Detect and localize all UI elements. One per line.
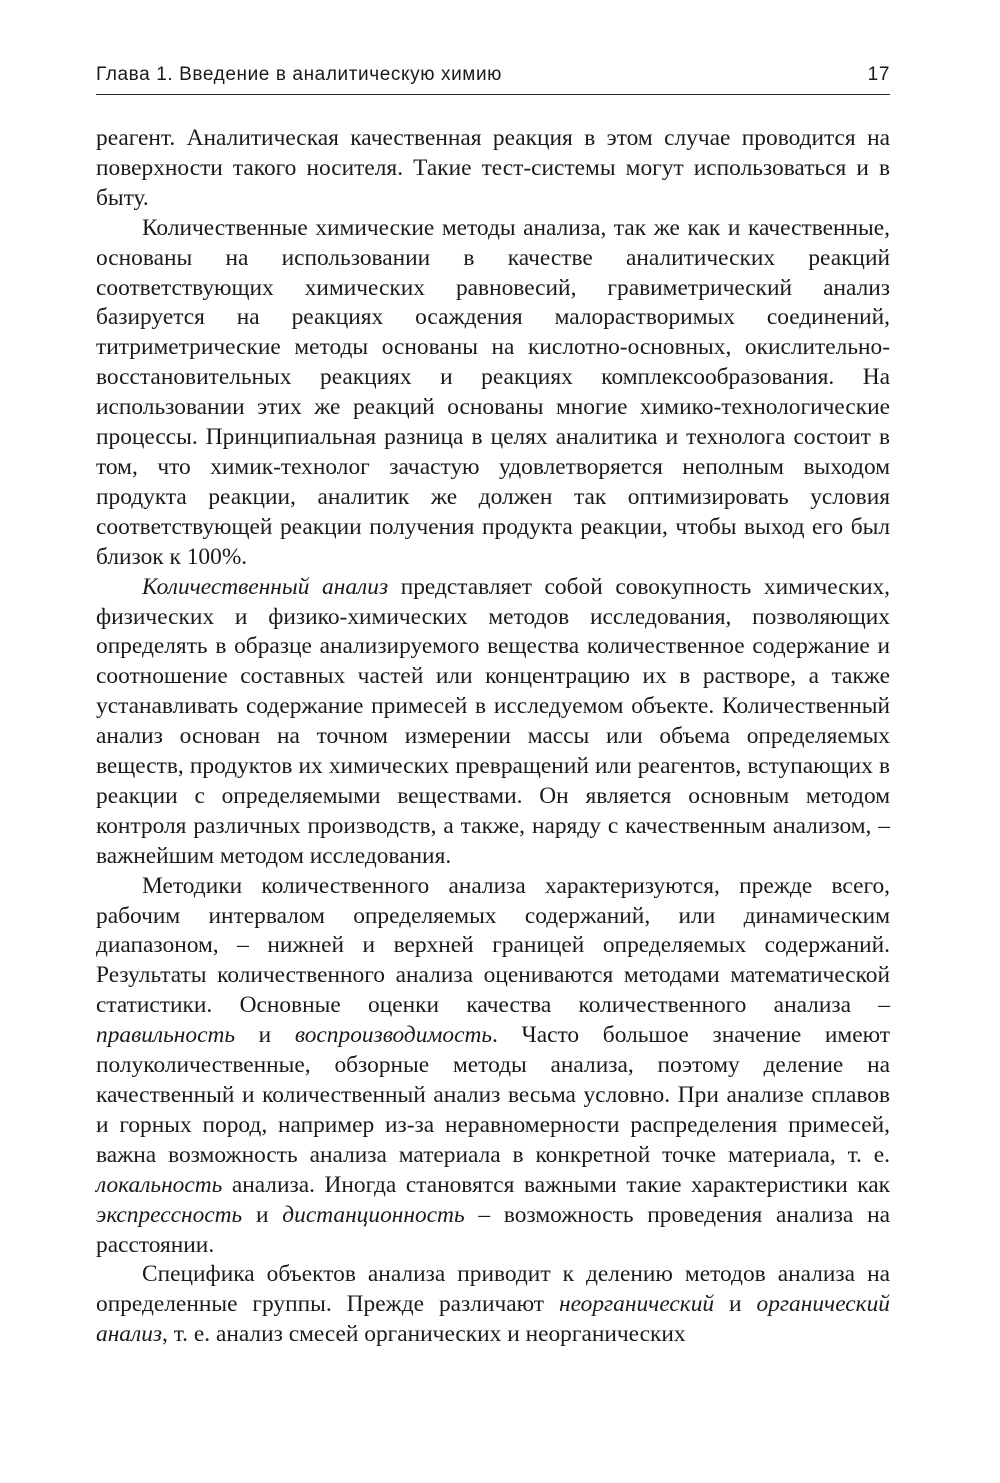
italic-term: экспрессность bbox=[96, 1201, 243, 1228]
text-run: реагент. Аналитическая качественная реакция в этом случае проводится на поверхности такого носителя. Такие тест-системы могут использоваться и в быту. bbox=[96, 125, 890, 211]
page-number: 17 bbox=[867, 64, 890, 85]
italic-term: органический анализ bbox=[96, 1291, 890, 1348]
running-header bbox=[96, 56, 890, 95]
text-run: Методики количественного анализа характеризуются, прежде всего, рабочим интервалом определяемых содержаний, или динамическим диапазоном, – нижней и верхней границей определяемых содержаний. Результаты количественного анализа оцениваются методами математической статистики. Основные оценки качества количественного анализа – bbox=[96, 872, 890, 1019]
italic-term: локальность bbox=[96, 1171, 223, 1198]
italic-term: воспроизводимость bbox=[294, 1022, 493, 1049]
paragraph bbox=[96, 1260, 890, 1350]
text-run: Количественные химические методы анализа, так же как и качественные, основаны на использовании в качестве аналитических реакций соответствующих химических равновесий, гравиметрический анализ базируется на реакциях осаждения малорастворимых соединений, титриметрические методы основаны на кислотно-основных, окислительно-восстановительных реакциях и реакциях комплексообразования. На использовании этих же реакций основаны многие химико-технологические процессы. Принципиальная разница в целях аналитика и технолога состоит в том, что химик-технолог зачастую удовлетворяется неполным выходом продукта реакции, аналитик же должен так оптимизировать условия соответствующей реакции получения продукта реакции, чтобы выход его был близок к 100%. bbox=[96, 214, 890, 570]
paragraph bbox=[96, 872, 890, 1261]
italic-term: неорганический bbox=[558, 1291, 715, 1318]
chapter-title: Глава 1. Введение в аналитическую химию bbox=[96, 64, 503, 85]
paragraph bbox=[96, 573, 890, 872]
text-run: , т. е. анализ смесей органических и неорганических bbox=[162, 1321, 686, 1348]
text-run: представляет собой совокупность химических, физических и физико-химических методов исследования, позволяющих определять в образце анализируемого вещества количественное содержание и соотношение составных частей или концентрацию их в растворе, а также устанавливать содержание примесей в исследуемом объекте. Количественный анализ основан на точном измерении массы или объема определяемых веществ, продуктов их химических превращений или реагентов, вступающих в реакции с определяемыми веществами. Он является основным методом контроля различных производств, а также, наряду с качественным анализом, – важнейшим методом исследования. bbox=[96, 573, 891, 869]
italic-term: Количественный анализ bbox=[142, 573, 389, 600]
paragraph bbox=[96, 214, 890, 573]
text-run: . Часто большое значение имеют полуколичественные, обзорные методы анализа, поэтому деление на качественный и количественный анализ весьма условно. При анализе сплавов и горных пород, например из-за неравномерности распределения примесей, важна возможность анализа материала в конкретной точке материала, т. е. bbox=[96, 1022, 890, 1168]
body-text bbox=[96, 124, 890, 1350]
italic-term: дистанционность bbox=[282, 1201, 465, 1228]
text-run: Специфика объектов анализа приводит к делению методов анализа на определенные группы. Прежде различают bbox=[96, 1261, 890, 1318]
text-run: и bbox=[714, 1291, 757, 1318]
text-run: и bbox=[235, 1022, 295, 1049]
book-page bbox=[96, 56, 890, 1350]
text-run: анализа. Иногда становятся важными такие характеристики как bbox=[222, 1171, 890, 1198]
paragraph bbox=[96, 124, 890, 214]
text-run: – возможность проведения анализа на расстоянии. bbox=[96, 1201, 890, 1258]
text-run: и bbox=[242, 1201, 283, 1228]
italic-term: правильность bbox=[96, 1022, 235, 1049]
